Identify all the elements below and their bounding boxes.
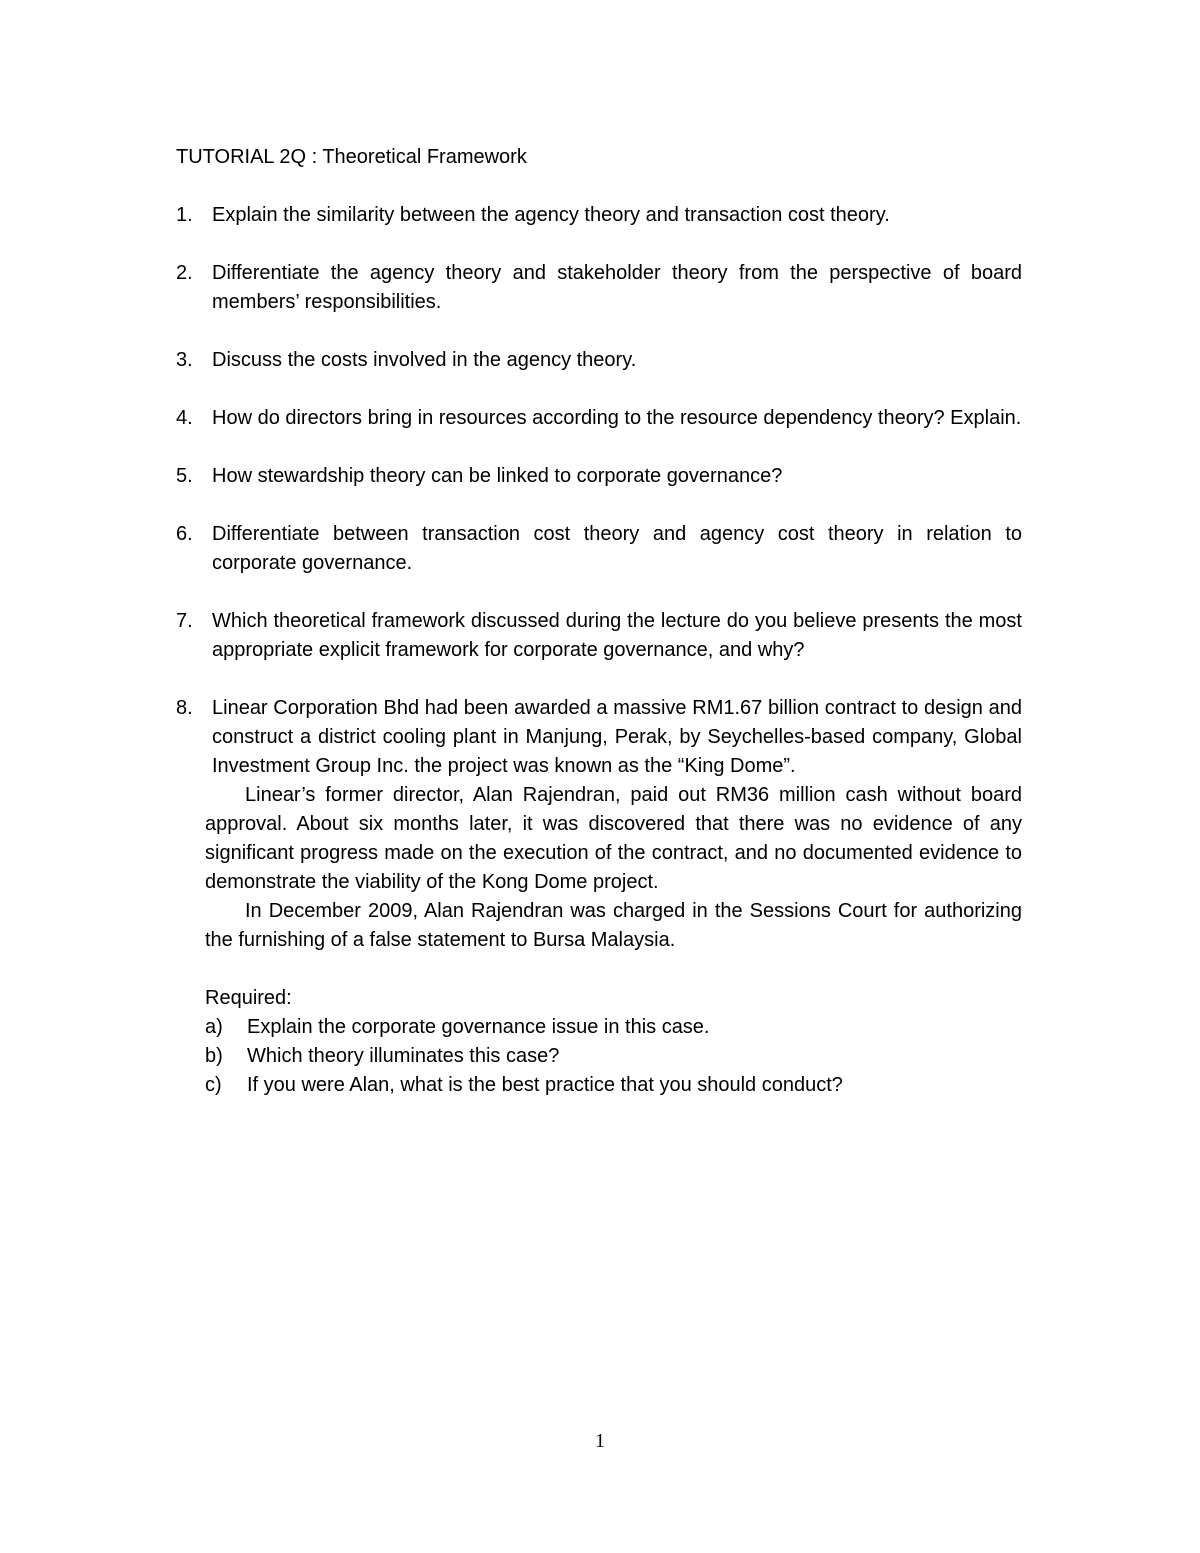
question-number: 1. (176, 204, 193, 226)
question-text: Which theoretical framework discussed during the lecture do you believe presents the most appropriate explicit framework for corporate governance, and why? (212, 610, 1022, 661)
part-label: b) (205, 1045, 223, 1067)
question-number: 6. (176, 523, 193, 545)
part-text: Which theory illuminates this case? (247, 1045, 560, 1067)
question-item (176, 259, 1022, 317)
question-number: 4. (176, 407, 193, 429)
required-part (205, 1071, 1022, 1100)
case-intro: Linear Corporation Bhd had been awarded a massive RM1.67 billion contract to design and construct a district cooling plant in Manjung, Perak, by Seychelles-based company, Global Investment Group Inc. the project was known as the “King Dome”. (212, 697, 1022, 777)
question-number: 5. (176, 465, 193, 487)
part-text: Explain the corporate governance issue in this case. (247, 1016, 710, 1038)
part-label: a) (205, 1016, 223, 1038)
question-number: 7. (176, 610, 193, 632)
required-part (205, 1042, 1022, 1071)
required-parts-list (205, 1013, 1022, 1100)
question-item (176, 346, 1022, 375)
question-item (176, 462, 1022, 491)
document-title: TUTORIAL 2Q : Theoretical Framework (176, 146, 527, 168)
question-item (176, 607, 1022, 665)
question-number: 3. (176, 349, 193, 371)
question-text: Discuss the costs involved in the agency theory. (212, 349, 637, 371)
question-text: Differentiate between transaction cost theory and agency cost theory in relation to corporate governance. (212, 523, 1022, 574)
required-part (205, 1013, 1022, 1042)
part-label: c) (205, 1074, 222, 1096)
question-number: 8. (176, 697, 193, 719)
question-item (176, 201, 1022, 230)
question-text: How stewardship theory can be linked to corporate governance? (212, 465, 783, 487)
question-text: How do directors bring in resources according to the resource dependency theory? Explain. (212, 407, 1022, 429)
question-text: Differentiate the agency theory and stakeholder theory from the perspective of board members’ responsibilities. (212, 262, 1022, 313)
question-number: 2. (176, 262, 193, 284)
required-section (205, 984, 1022, 1100)
case-paragraph: Linear’s former director, Alan Rajendran, paid out RM36 million cash without board approval. About six months later, it was discovered that there was no evidence of any significant progress made on the execution of the contract, and no documented evidence to demonstrate the viability of the Kong Dome project. (205, 784, 1022, 893)
part-text: If you were Alan, what is the best practice that you should conduct? (247, 1074, 843, 1096)
question-list (176, 201, 1022, 955)
required-label: Required: (205, 987, 292, 1009)
case-paragraph: In December 2009, Alan Rajendran was charged in the Sessions Court for authorizing the furnishing of a false statement to Bursa Malaysia. (205, 900, 1022, 951)
case-study-text (205, 694, 1022, 955)
question-text: Explain the similarity between the agency theory and transaction cost theory. (212, 204, 890, 226)
question-item (176, 520, 1022, 578)
question-item (176, 404, 1022, 433)
case-study-item (176, 694, 1022, 955)
page-number: 1 (595, 1430, 605, 1452)
document-body (176, 143, 1022, 1100)
